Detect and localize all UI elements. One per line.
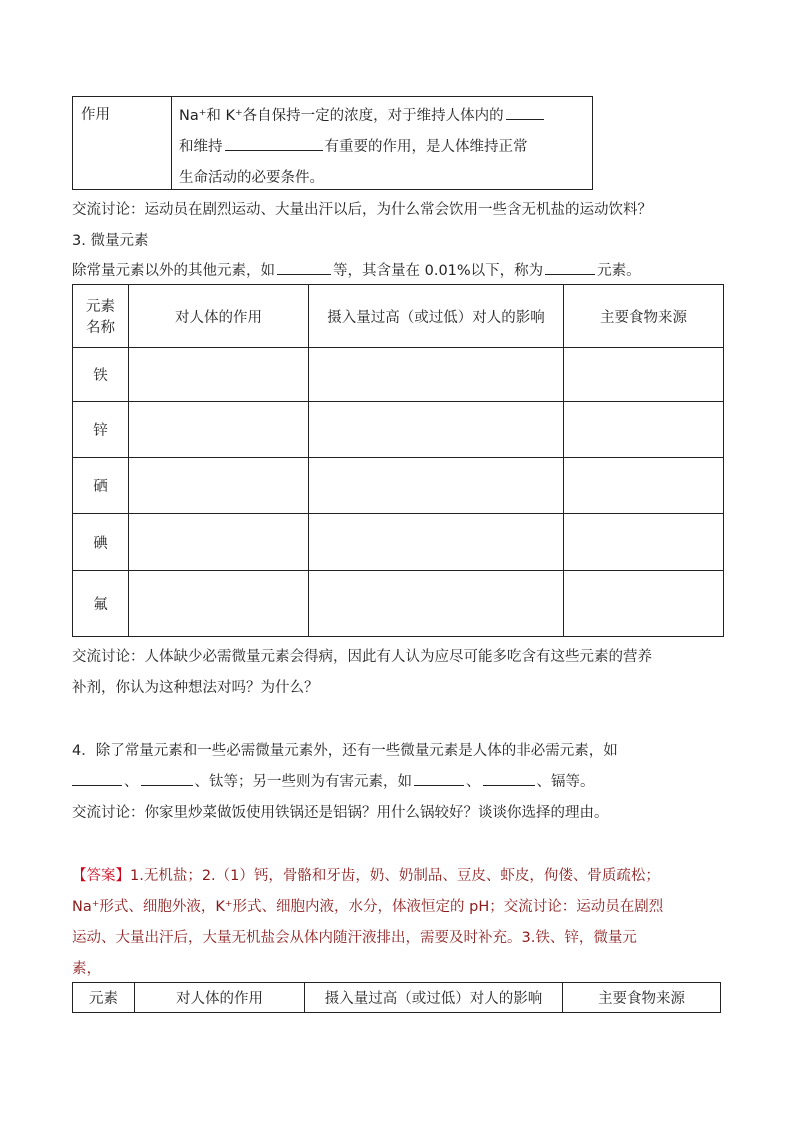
function-line2-post: 有重要的作用，是人体维持正常 <box>324 139 528 155</box>
cell-impact[interactable] <box>309 348 564 402</box>
function-line1: Na⁺和 K⁺各自保持一定的浓度，对于维持人体内的 <box>179 108 504 124</box>
discussion-3: 交流讨论：你家里炒菜做饭使用铁锅还是铝锅？用什么锅较好？谈谈你选择的理由。 <box>72 805 609 821</box>
table-row <box>73 458 724 514</box>
blank-fill-4[interactable] <box>545 273 595 275</box>
row-element: 氟 <box>73 571 129 637</box>
blank-fill-1[interactable] <box>506 118 544 120</box>
cell-source[interactable] <box>564 514 724 571</box>
table-row <box>73 348 724 402</box>
cell-source[interactable] <box>564 348 724 402</box>
table-row <box>73 571 724 637</box>
discussion-2-line1: 交流讨论：人体缺少必需微量元素会得病，因此有人认为应尽可能多吃含有这些元素的营养 <box>72 649 652 665</box>
answer-col-element: 元素 <box>73 983 135 1013</box>
section-3-heading: 3. 微量元素 <box>72 233 149 249</box>
blank-fill-8[interactable] <box>483 784 535 786</box>
blank-fill-6[interactable] <box>141 784 193 786</box>
function-line3: 生命活动的必要条件。 <box>179 170 324 186</box>
cell-source[interactable] <box>564 571 724 637</box>
blank-fill-2[interactable] <box>225 149 323 151</box>
cell-source[interactable] <box>564 458 724 514</box>
answer-col-effect: 对人体的作用 <box>135 983 305 1013</box>
row-element: 碘 <box>73 514 129 571</box>
answer-col-impact: 摄入量过高（或过低）对人的影响 <box>305 983 563 1013</box>
section-4-line2: 、 、钛等；另一些则为有害元素，如 、 、镉等。 <box>72 770 595 791</box>
answer-line2: Na⁺形式、细胞外液，K⁺形式、细胞内液，水分，体液恒定的 pH；交流讨论：运动员在剧烈 <box>72 899 664 915</box>
discussion-2-line2: 补剂，你认为这种想法对吗？为什么？ <box>72 680 319 696</box>
cell-impact[interactable] <box>309 402 564 458</box>
cell-effect[interactable] <box>129 458 309 514</box>
intro-post: 元素。 <box>597 263 641 279</box>
cell-impact[interactable] <box>309 514 564 571</box>
table-header-row <box>73 285 724 348</box>
intro-mid: 等，其含量在 0.01%以下，称为 <box>333 263 544 279</box>
row-element: 铁 <box>73 348 129 402</box>
table-row <box>73 402 724 458</box>
header-element-name: 元素 名称 <box>73 285 129 348</box>
section-4-line1: 4．除了常量元素和一些必需微量元素外，还有一些微量元素是人体的非必需元素，如 <box>72 743 618 759</box>
answer-table-header <box>73 983 721 1013</box>
answer-line3: 运动、大量出汗后，大量无机盐会从体内随汗液排出，需要及时补充。3.铁、锌，微量元 <box>72 930 637 946</box>
answer-line4: 素， <box>72 961 101 977</box>
cell-effect[interactable] <box>129 571 309 637</box>
blank-fill-7[interactable] <box>414 784 464 786</box>
answer-col-source: 主要食物来源 <box>563 983 721 1013</box>
answer-line1: 【答案】1.无机盐；2.（1）钙，骨骼和牙齿，奶、奶制品、豆皮、虾皮，佝偻、骨质疏松； <box>72 868 660 884</box>
function-line2-pre: 和维持 <box>179 139 223 155</box>
table-row <box>73 514 724 571</box>
cell-source[interactable] <box>564 402 724 458</box>
answer-tag: 【答案】 <box>72 868 130 884</box>
discussion-1: 交流讨论：运动员在剧烈运动、大量出汗以后，为什么常会饮用一些含无机盐的运动饮料？ <box>72 202 652 218</box>
cell-effect[interactable] <box>129 348 309 402</box>
cell-effect[interactable] <box>129 514 309 571</box>
intro-pre: 除常量元素以外的其他元素，如 <box>72 263 275 279</box>
trace-element-table <box>72 284 724 637</box>
header-impact: 摄入量过高（或过低）对人的影响 <box>309 285 564 348</box>
header-effect: 对人体的作用 <box>129 285 309 348</box>
row-element: 锌 <box>73 402 129 458</box>
answer-table <box>72 982 721 1013</box>
row-element: 硒 <box>73 458 129 514</box>
header-source: 主要食物来源 <box>564 285 724 348</box>
function-label: 作用 <box>73 97 172 189</box>
cell-effect[interactable] <box>129 402 309 458</box>
section-3-intro <box>72 259 641 280</box>
cell-impact[interactable] <box>309 571 564 637</box>
function-content <box>172 97 592 193</box>
blank-fill-5[interactable] <box>72 784 122 786</box>
cell-impact[interactable] <box>309 458 564 514</box>
function-table <box>72 96 593 190</box>
blank-fill-3[interactable] <box>277 273 331 275</box>
